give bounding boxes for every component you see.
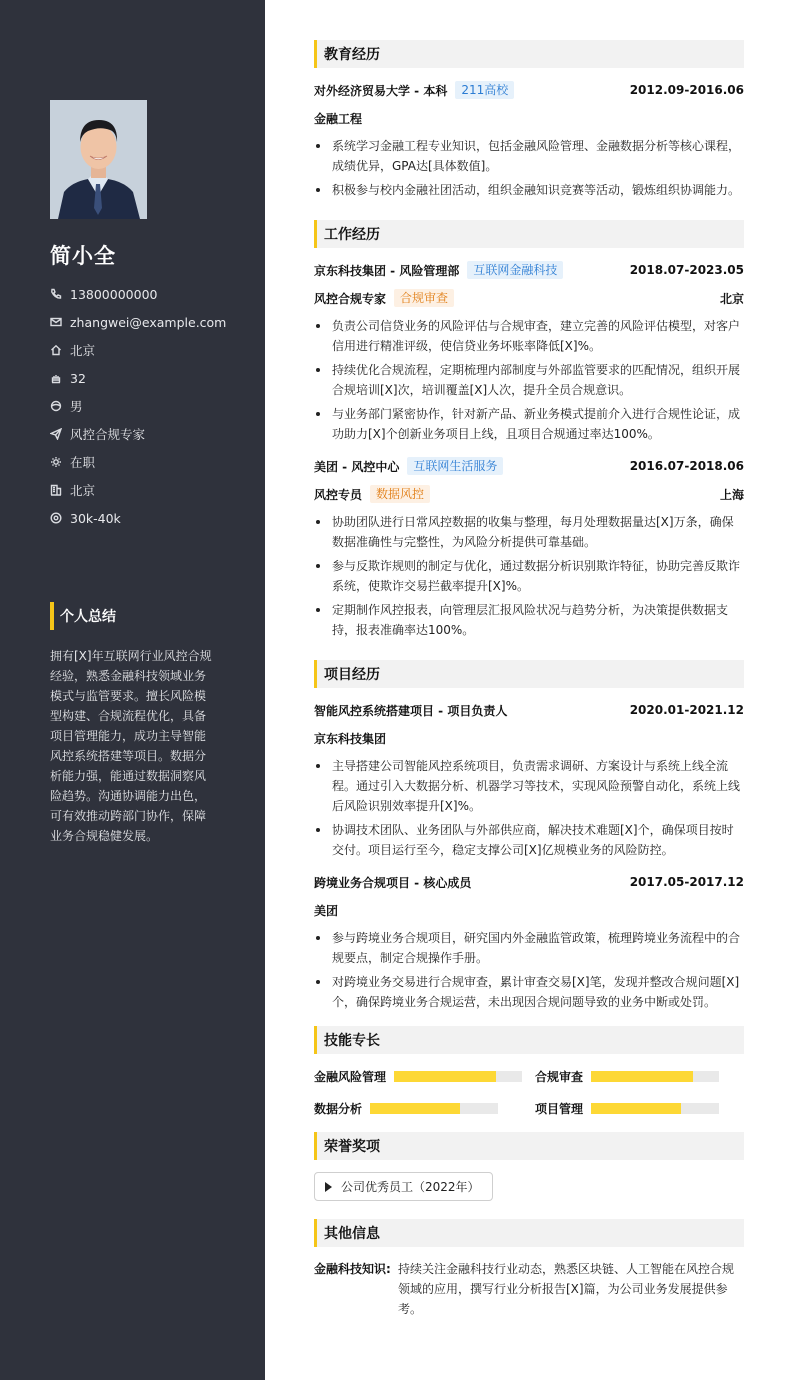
info-phone xyxy=(50,280,226,308)
education-heading: 教育经历 xyxy=(314,40,744,68)
list-item: 协调技术团队、业务团队与外部供应商，解决技术难题[X]个，确保项目按时交付。项目运行至今，稳定支撑公司[X]亿规模业务的风险防控。 xyxy=(314,820,744,860)
project-header xyxy=(314,700,744,720)
project-bullets xyxy=(314,928,744,1012)
skill-bar-fill xyxy=(591,1103,681,1114)
list-item: 持续优化合规流程，定期梳理内部制度与外部监管要求的匹配情况，组织开展合规培训[X]次，培训覆盖[X]人次，提升全员合规意识。 xyxy=(314,360,744,400)
main-content xyxy=(314,40,744,1319)
mail-icon xyxy=(50,316,62,328)
info-status xyxy=(50,448,226,476)
phone-icon xyxy=(50,288,62,300)
job-role: 风控专员 xyxy=(314,487,363,502)
skill-bar xyxy=(591,1103,719,1114)
major-name: 金融工程 xyxy=(314,111,363,126)
job-entry xyxy=(314,456,744,640)
list-item: 参与反欺诈规则的制定与优化，通过数据分析识别欺诈特征，协助完善反欺诈系统，使欺诈交易拦截率提升[X]%。 xyxy=(314,556,744,596)
send-icon xyxy=(50,428,62,440)
info-email-text: zhangwei@example.com xyxy=(70,314,227,330)
work-section xyxy=(314,220,744,640)
project-org xyxy=(314,900,744,920)
project-org xyxy=(314,728,744,748)
work-heading: 工作经历 xyxy=(314,220,744,248)
other-section xyxy=(314,1219,744,1319)
other-info-row xyxy=(314,1259,744,1319)
skill-name: 项目管理 xyxy=(535,1101,584,1116)
list-item: 负责公司信贷业务的风险评估与合规审查，建立完善的风险评估模型，对客户信用进行精准评级，使信贷业务坏账率降低[X]%。 xyxy=(314,316,744,356)
job-role-row xyxy=(314,484,744,504)
info-title-text: 风控合规专家 xyxy=(70,427,146,442)
summary-title: 个人总结 xyxy=(50,602,116,630)
project-name: 跨境业务合规项目 - 核心成员 xyxy=(314,875,472,890)
projects-heading: 项目经历 xyxy=(314,660,744,688)
info-gender xyxy=(50,392,226,420)
skills-heading: 技能专长 xyxy=(314,1026,744,1054)
job-bullets xyxy=(314,316,744,444)
industry-tag: 互联网生活服务 xyxy=(407,457,503,475)
job-entry xyxy=(314,260,744,444)
list-item: 对跨境业务交易进行合规审查，累计审查交易[X]笔，发现并整改合规问题[X]个，确保跨境业务合规运营，未出现因合规问题导致的业务中断或处罚。 xyxy=(314,972,744,1012)
gender-icon xyxy=(50,400,62,412)
skills-section xyxy=(314,1026,744,1118)
role-tag: 数据风控 xyxy=(370,485,430,503)
list-item: 与业务部门紧密协作，针对新产品、新业务模式提前介入进行合规性论证，成功助力[X]个创新业务项目上线，且项目合规通过率达100%。 xyxy=(314,404,744,444)
info-email xyxy=(50,308,226,336)
awards-heading: 荣誉奖项 xyxy=(314,1132,744,1160)
other-heading: 其他信息 xyxy=(314,1219,744,1247)
info-phone-text: 13800000000 xyxy=(70,286,158,302)
home-icon xyxy=(50,344,62,356)
skill-name: 数据分析 xyxy=(314,1101,363,1116)
candidate-name: 简小全 xyxy=(50,244,116,268)
info-location xyxy=(50,336,226,364)
education-section xyxy=(314,40,744,200)
industry-tag: 互联网金融科技 xyxy=(467,261,563,279)
education-bullets xyxy=(314,136,744,200)
job-header xyxy=(314,260,744,280)
list-item: 协助团队进行日常风控数据的收集与整理，每月处理数据量达[X]万条，确保数据准确性与完整性，为风险分析提供可靠基础。 xyxy=(314,512,744,552)
info-status-text: 在职 xyxy=(70,455,96,470)
school-name: 对外经济贸易大学 - 本科 xyxy=(314,83,448,98)
job-city: 北京 xyxy=(719,291,744,306)
list-item: 系统学习金融工程专业知识，包括金融风险管理、金融数据分析等核心课程，成绩优异，GPA达[具体数值]。 xyxy=(314,136,744,176)
list-item: 积极参与校内金融社团活动，组织金融知识竞赛等活动，锻炼组织协调能力。 xyxy=(314,180,744,200)
info-title xyxy=(50,420,226,448)
list-item: 参与跨境业务合规项目，研究国内外金融监管政策，梳理跨境业务流程中的合规要点，制定合规操作手册。 xyxy=(314,928,744,968)
company-name: 京东科技集团 - 风险管理部 xyxy=(314,263,460,278)
skill-bar xyxy=(370,1103,498,1114)
status-icon xyxy=(50,456,62,468)
sidebar xyxy=(0,0,265,1380)
job-date: 2018.07-2023.05 xyxy=(629,263,744,277)
list-item: 定期制作风控报表，向管理层汇报风险状况与趋势分析，为决策提供数据支持，报表准确率达100%。 xyxy=(314,600,744,640)
job-role: 风控合规专家 xyxy=(314,291,387,306)
info-age xyxy=(50,364,226,392)
company-name: 美团 - 风控中心 xyxy=(314,459,400,474)
salary-icon xyxy=(50,512,62,524)
awards-section xyxy=(314,1132,744,1219)
skill-item xyxy=(314,1098,535,1118)
project-bullets xyxy=(314,756,744,860)
info-salary xyxy=(50,504,226,532)
project-name: 智能风控系统搭建项目 - 项目负责人 xyxy=(314,703,508,718)
skill-bar xyxy=(591,1071,719,1082)
award-text: 公司优秀员工（2022年） xyxy=(341,1180,480,1194)
projects-section xyxy=(314,660,744,1012)
info-gender-text: 男 xyxy=(70,399,83,414)
skill-bar-fill xyxy=(591,1071,693,1082)
cake-icon xyxy=(50,372,62,384)
education-date: 2012.09-2016.06 xyxy=(629,83,744,97)
skills-grid xyxy=(314,1066,744,1118)
skill-name: 合规审查 xyxy=(535,1069,584,1084)
skill-item xyxy=(314,1066,535,1086)
job-role-row xyxy=(314,288,744,308)
contact-info-list xyxy=(50,280,226,532)
project-date: 2020.01-2021.12 xyxy=(629,703,744,717)
skill-name: 金融风险管理 xyxy=(314,1069,387,1084)
other-info-label: 金融科技知识: xyxy=(314,1262,391,1276)
skill-item xyxy=(535,1098,744,1118)
skill-bar-fill xyxy=(370,1103,460,1114)
project-org-name: 美团 xyxy=(314,903,339,918)
school-tag: 211高校 xyxy=(455,81,514,99)
info-age-text: 32 xyxy=(70,370,86,386)
skill-bar-fill xyxy=(394,1071,496,1082)
project-date: 2017.05-2017.12 xyxy=(629,875,744,889)
job-bullets xyxy=(314,512,744,640)
skill-item xyxy=(535,1066,744,1086)
building-icon xyxy=(50,484,62,496)
job-city: 上海 xyxy=(719,487,744,502)
project-org-name: 京东科技集团 xyxy=(314,731,387,746)
summary-text: 拥有[X]年互联网行业风控合规经验，熟悉金融科技领域业务模式与监管要求。擅长风险模型构建、合规流程优化，具备项目管理能力，成功主导智能风控系统搭建等项目。数据分析能力强，能通过数据洞察风险趋势。沟通协调能力出色，可有效推动跨部门协作，保障业务合规稳健发展。 xyxy=(50,649,212,843)
play-icon xyxy=(325,1182,332,1192)
project-header xyxy=(314,872,744,892)
profile-photo xyxy=(50,100,147,219)
other-info-value: 持续关注金融科技行业动态，熟悉区块链、人工智能在风控合规领域的应用，撰写行业分析报告[X]篇，为公司业务发展提供参考。 xyxy=(398,1262,735,1316)
project-entry xyxy=(314,700,744,860)
project-entry xyxy=(314,872,744,1012)
role-tag: 合规审查 xyxy=(394,289,454,307)
info-work-city-text: 北京 xyxy=(70,483,96,498)
info-salary-text: 30k-40k xyxy=(70,510,121,526)
list-item: 主导搭建公司智能风控系统项目，负责需求调研、方案设计与系统上线全流程。通过引入大数据分析、机器学习等技术，实现风险预警自动化，系统上线后风险识别效率提升[X]%。 xyxy=(314,756,744,816)
major xyxy=(314,108,744,128)
award-item[interactable] xyxy=(314,1172,493,1201)
info-location-text: 北京 xyxy=(70,343,96,358)
education-row xyxy=(314,80,744,100)
skill-bar xyxy=(394,1071,522,1082)
job-date: 2016.07-2018.06 xyxy=(629,459,744,473)
job-header xyxy=(314,456,744,476)
info-work-city xyxy=(50,476,226,504)
